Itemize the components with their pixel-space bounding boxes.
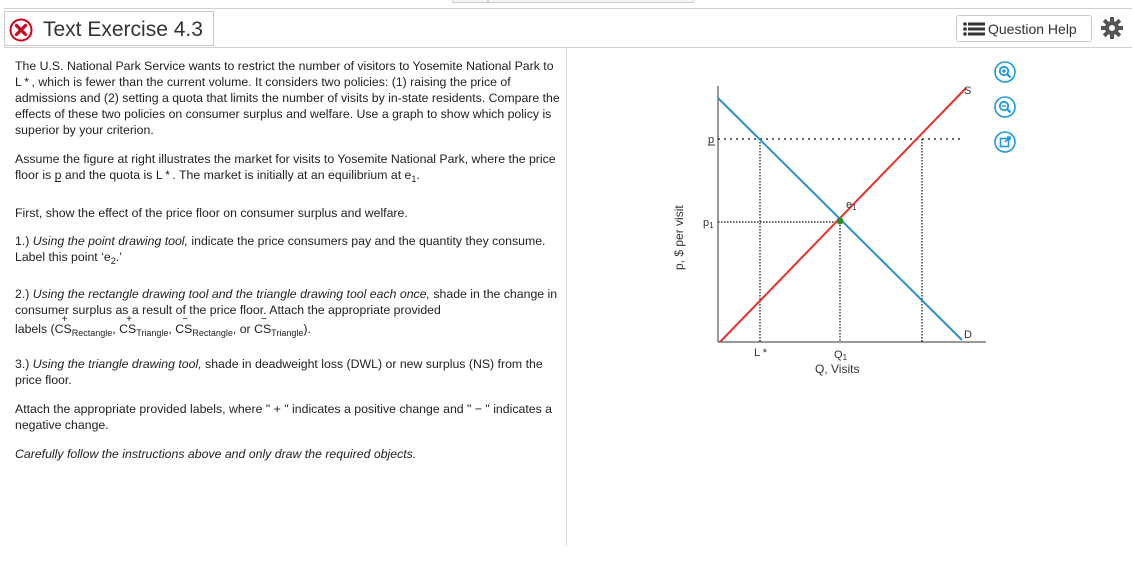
label-cs-plus-rectangle: + $CS_{Rectangle}$	[54, 314, 113, 338]
final-note: Carefully follow the instructions above and only draw the required objects.	[15, 447, 417, 461]
intro-paragraph: The U.S. National Park Service wants to restrict the number of visitors to Yosemite National Park to L * , which is fewer than the current volume. It considers two policies: (1) raising the price of admissions and (2) setting a quota that limits the number of visits by in-state residents. Compare the effects of these two policies on consumer surplus and welfare. Use a graph to show which policy is superior by your criterion.	[15, 59, 560, 137]
zoom-out-icon[interactable]	[994, 96, 1016, 118]
demand-label: D	[964, 329, 972, 341]
label-cs-plus-triangle: + $CS_{Triangle}$	[119, 314, 169, 338]
label-cs-minus-triangle: − $CS_{Triangle}$	[254, 314, 304, 338]
market-graph[interactable]	[566, 48, 1006, 388]
tab-stub	[488, 0, 694, 3]
external-link-icon[interactable]	[994, 131, 1016, 153]
step-3: 3.) Using the triangle drawing tool, shade in deadweight loss (DWL) or new surplus (NS) from the price floor.	[15, 357, 543, 387]
step-1: 1.) Using the point drawing tool, indicate the price consumers pay and the quantity they consume. Label this point ‘$e_2$.’	[15, 234, 546, 266]
tab-stub	[452, 0, 488, 3]
p1-label: p1	[703, 217, 714, 230]
attach-note: Attach the appropriate provided labels, where " + " indicates a positive change and " − " indicates a negative change.	[15, 402, 552, 432]
step-2: 2.) Using the rectangle drawing tool and the triangle drawing tool each once, shade in the change in consumer surplus as a result of the price floor. Attach the appropriate provided	[15, 287, 558, 317]
question-help-button[interactable]	[956, 15, 1092, 42]
y-axis-label: p, $ per visit	[672, 205, 686, 270]
price-floor-label: p	[708, 134, 715, 146]
zoom-in-icon[interactable]	[994, 61, 1016, 83]
gear-icon[interactable]	[1100, 16, 1124, 40]
supply-label: S	[964, 85, 972, 97]
question-help-label: Question Help	[988, 21, 1077, 37]
list-icon	[963, 22, 985, 36]
assumption-paragraph: Assume the figure at right illustrates the market for visits to Yosemite National Park, where the price floor is p and the quota is L * . The market is initially at an equilibrium at $e_1$.	[15, 152, 556, 184]
exercise-title-box	[4, 11, 214, 46]
supply-curve	[720, 88, 966, 342]
header-bar	[4, 8, 1132, 48]
first-step-paragraph: First, show the effect of the price floor on consumer surplus and welfare.	[15, 206, 408, 220]
q1-label: Q1	[834, 349, 848, 362]
e1-label: e1	[846, 199, 857, 212]
lstar-label: L *	[754, 347, 768, 359]
top-strip	[0, 0, 1134, 6]
label-cs-minus-rectangle: − $CS_{Rectangle}$	[175, 314, 233, 338]
incorrect-x-icon	[9, 18, 33, 42]
instructions-pane	[15, 58, 563, 462]
page-title: Text Exercise 4.3	[43, 18, 203, 41]
step-2-labels: labels ( + $CS_{Rectangle}$, + $CS_{Triangle}$, − $CS_{Rectangle}$, or − $CS_{Triangle}$).	[15, 321, 563, 341]
equilibrium-point-e1[interactable]	[837, 218, 844, 225]
x-axis-label: Q, Visits	[815, 362, 860, 376]
